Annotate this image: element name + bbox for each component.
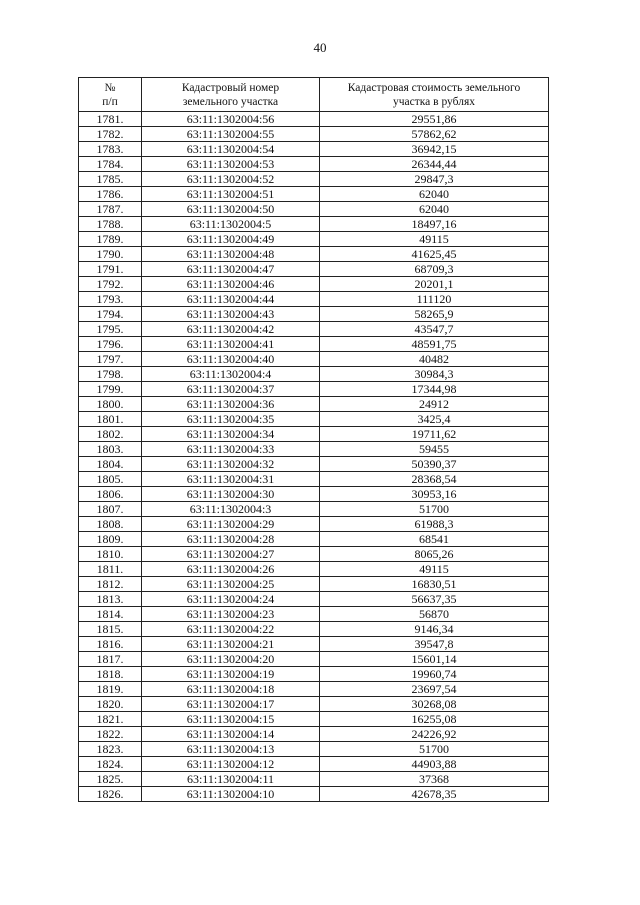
cadastral-value-cell: 20201,1 bbox=[320, 277, 549, 292]
table-row bbox=[79, 682, 549, 697]
cadastral-number-cell: 63:11:1302004:23 bbox=[142, 607, 320, 622]
cadastral-value-cell: 19711,62 bbox=[320, 427, 549, 442]
row-number-cell: 1808. bbox=[79, 517, 142, 532]
table-row bbox=[79, 442, 549, 457]
cadastral-value-cell: 51700 bbox=[320, 502, 549, 517]
cadastral-value-cell: 37368 bbox=[320, 772, 549, 787]
row-number-cell: 1805. bbox=[79, 472, 142, 487]
table-row bbox=[79, 187, 549, 202]
table-row bbox=[79, 667, 549, 682]
cadastral-number-cell: 63:11:1302004:13 bbox=[142, 742, 320, 757]
table-row bbox=[79, 787, 549, 802]
cadastral-number-cell: 63:11:1302004:52 bbox=[142, 172, 320, 187]
row-number-cell: 1800. bbox=[79, 397, 142, 412]
cadastral-number-cell: 63:11:1302004:31 bbox=[142, 472, 320, 487]
table-row bbox=[79, 637, 549, 652]
row-number-cell: 1789. bbox=[79, 232, 142, 247]
table-row bbox=[79, 427, 549, 442]
cadastral-number-cell: 63:11:1302004:22 bbox=[142, 622, 320, 637]
cadastral-value-cell: 50390,37 bbox=[320, 457, 549, 472]
cadastral-value-cell: 30953,16 bbox=[320, 487, 549, 502]
row-number-cell: 1793. bbox=[79, 292, 142, 307]
row-number-cell: 1814. bbox=[79, 607, 142, 622]
row-number-cell: 1791. bbox=[79, 262, 142, 277]
page-number: 40 bbox=[313, 40, 327, 55]
table-row bbox=[79, 112, 549, 127]
row-number-cell: 1809. bbox=[79, 532, 142, 547]
cadastral-number-cell: 63:11:1302004:54 bbox=[142, 142, 320, 157]
cadastral-number-cell: 63:11:1302004:28 bbox=[142, 532, 320, 547]
cadastral-value-cell: 40482 bbox=[320, 352, 549, 367]
table-row bbox=[79, 382, 549, 397]
row-number-cell: 1824. bbox=[79, 757, 142, 772]
cadastral-number-cell: 63:11:1302004:51 bbox=[142, 187, 320, 202]
header-cadastral-number bbox=[142, 78, 320, 112]
row-number-cell: 1781. bbox=[79, 112, 142, 127]
table-row bbox=[79, 172, 549, 187]
table-row bbox=[79, 577, 549, 592]
cadastral-number-cell: 63:11:1302004:56 bbox=[142, 112, 320, 127]
table-row bbox=[79, 592, 549, 607]
cadastral-number-cell: 63:11:1302004:40 bbox=[142, 352, 320, 367]
table-row bbox=[79, 517, 549, 532]
table-row bbox=[79, 412, 549, 427]
cadastral-number-cell: 63:11:1302004:44 bbox=[142, 292, 320, 307]
cadastral-value-cell: 30984,3 bbox=[320, 367, 549, 382]
cadastral-value-cell: 17344,98 bbox=[320, 382, 549, 397]
table-row bbox=[79, 532, 549, 547]
cadastral-number-cell: 63:11:1302004:35 bbox=[142, 412, 320, 427]
cadastral-number-cell: 63:11:1302004:18 bbox=[142, 682, 320, 697]
cadastral-value-cell: 24912 bbox=[320, 397, 549, 412]
cadastral-number-cell: 63:11:1302004:17 bbox=[142, 697, 320, 712]
cadastral-value-cell: 26344,44 bbox=[320, 157, 549, 172]
cadastral-value-cell: 41625,45 bbox=[320, 247, 549, 262]
table-row bbox=[79, 772, 549, 787]
cadastral-number-cell: 63:11:1302004:30 bbox=[142, 487, 320, 502]
row-number-cell: 1812. bbox=[79, 577, 142, 592]
cadastral-value-cell: 36942,15 bbox=[320, 142, 549, 157]
row-number-cell: 1797. bbox=[79, 352, 142, 367]
cadastral-number-cell: 63:11:1302004:37 bbox=[142, 382, 320, 397]
cadastral-number-cell: 63:11:1302004:53 bbox=[142, 157, 320, 172]
cadastral-number-cell: 63:11:1302004:55 bbox=[142, 127, 320, 142]
row-number-cell: 1794. bbox=[79, 307, 142, 322]
header-cadastral-number-line2: земельного участка bbox=[182, 95, 279, 108]
row-number-cell: 1810. bbox=[79, 547, 142, 562]
cadastral-number-cell: 63:11:1302004:41 bbox=[142, 337, 320, 352]
cadastral-value-cell: 51700 bbox=[320, 742, 549, 757]
cadastral-value-cell: 18497,16 bbox=[320, 217, 549, 232]
row-number-cell: 1819. bbox=[79, 682, 142, 697]
row-number-cell: 1822. bbox=[79, 727, 142, 742]
cadastral-number-cell: 63:11:1302004:27 bbox=[142, 547, 320, 562]
cadastral-value-cell: 57862,62 bbox=[320, 127, 549, 142]
row-number-cell: 1783. bbox=[79, 142, 142, 157]
cadastral-value-cell: 59455 bbox=[320, 442, 549, 457]
cadastral-number-cell: 63:11:1302004:21 bbox=[142, 637, 320, 652]
cadastral-value-cell: 15601,14 bbox=[320, 652, 549, 667]
cadastral-value-cell: 3425,4 bbox=[320, 412, 549, 427]
table-row bbox=[79, 397, 549, 412]
cadastral-number-cell: 63:11:1302004:10 bbox=[142, 787, 320, 802]
cadastral-number-cell: 63:11:1302004:33 bbox=[142, 442, 320, 457]
cadastral-number-cell: 63:11:1302004:19 bbox=[142, 667, 320, 682]
row-number-cell: 1803. bbox=[79, 442, 142, 457]
cadastral-number-cell: 63:11:1302004:50 bbox=[142, 202, 320, 217]
cadastral-value-cell: 68541 bbox=[320, 532, 549, 547]
row-number-cell: 1790. bbox=[79, 247, 142, 262]
cadastral-number-cell: 63:11:1302004:48 bbox=[142, 247, 320, 262]
cadastral-number-cell: 63:11:1302004:25 bbox=[142, 577, 320, 592]
cadastral-value-cell: 16830,51 bbox=[320, 577, 549, 592]
cadastral-value-cell: 48591,75 bbox=[320, 337, 549, 352]
row-number-cell: 1813. bbox=[79, 592, 142, 607]
cadastral-value-cell: 39547,8 bbox=[320, 637, 549, 652]
table-row bbox=[79, 217, 549, 232]
table-row bbox=[79, 652, 549, 667]
table-row bbox=[79, 322, 549, 337]
table-row bbox=[79, 472, 549, 487]
table-row bbox=[79, 157, 549, 172]
cadastral-number-cell: 63:11:1302004:47 bbox=[142, 262, 320, 277]
cadastral-number-cell: 63:11:1302004:20 bbox=[142, 652, 320, 667]
header-row-number-line2: п/п bbox=[102, 95, 118, 108]
table-row bbox=[79, 292, 549, 307]
row-number-cell: 1811. bbox=[79, 562, 142, 577]
cadastral-value-cell: 23697,54 bbox=[320, 682, 549, 697]
row-number-cell: 1816. bbox=[79, 637, 142, 652]
header-cadastral-number-line1: Кадастровый номер bbox=[181, 81, 280, 94]
cadastral-number-cell: 63:11:1302004:46 bbox=[142, 277, 320, 292]
cadastral-value-cell: 111120 bbox=[320, 292, 549, 307]
cadastral-number-cell: 63:11:1302004:34 bbox=[142, 427, 320, 442]
table-header bbox=[79, 78, 549, 112]
table-row bbox=[79, 307, 549, 322]
row-number-cell: 1801. bbox=[79, 412, 142, 427]
row-number-cell: 1820. bbox=[79, 697, 142, 712]
table-row bbox=[79, 142, 549, 157]
table-row bbox=[79, 622, 549, 637]
row-number-cell: 1804. bbox=[79, 457, 142, 472]
row-number-cell: 1826. bbox=[79, 787, 142, 802]
cadastral-value-cell: 42678,35 bbox=[320, 787, 549, 802]
cadastral-number-cell: 63:11:1302004:49 bbox=[142, 232, 320, 247]
row-number-cell: 1806. bbox=[79, 487, 142, 502]
cadastral-value-cell: 49115 bbox=[320, 232, 549, 247]
cadastral-number-cell: 63:11:1302004:14 bbox=[142, 727, 320, 742]
table-row bbox=[79, 697, 549, 712]
table-row bbox=[79, 757, 549, 772]
header-cadastral-value bbox=[320, 78, 549, 112]
row-number-cell: 1821. bbox=[79, 712, 142, 727]
cadastral-number-cell: 63:11:1302004:36 bbox=[142, 397, 320, 412]
cadastral-value-cell: 30268,08 bbox=[320, 697, 549, 712]
cadastral-value-cell: 56637,35 bbox=[320, 592, 549, 607]
table-row bbox=[79, 607, 549, 622]
row-number-cell: 1818. bbox=[79, 667, 142, 682]
row-number-cell: 1795. bbox=[79, 322, 142, 337]
row-number-cell: 1825. bbox=[79, 772, 142, 787]
cadastral-value-cell: 29551,86 bbox=[320, 112, 549, 127]
table-row bbox=[79, 277, 549, 292]
row-number-cell: 1786. bbox=[79, 187, 142, 202]
row-number-cell: 1817. bbox=[79, 652, 142, 667]
cadastral-value-cell: 68709,3 bbox=[320, 262, 549, 277]
cadastral-value-cell: 9146,34 bbox=[320, 622, 549, 637]
table-row bbox=[79, 232, 549, 247]
row-number-cell: 1807. bbox=[79, 502, 142, 517]
cadastral-value-cell: 29847,3 bbox=[320, 172, 549, 187]
cadastral-value-cell: 44903,88 bbox=[320, 757, 549, 772]
cadastral-number-cell: 63:11:1302004:5 bbox=[142, 217, 320, 232]
cadastral-value-cell: 58265,9 bbox=[320, 307, 549, 322]
cadastral-number-cell: 63:11:1302004:4 bbox=[142, 367, 320, 382]
row-number-cell: 1796. bbox=[79, 337, 142, 352]
cadastral-number-cell: 63:11:1302004:15 bbox=[142, 712, 320, 727]
table-row bbox=[79, 742, 549, 757]
row-number-cell: 1799. bbox=[79, 382, 142, 397]
table-row bbox=[79, 262, 549, 277]
header-cadastral-value-line2: участка в рублях bbox=[392, 95, 475, 108]
table-row bbox=[79, 337, 549, 352]
cadastral-value-cell: 49115 bbox=[320, 562, 549, 577]
cadastral-value-cell: 28368,54 bbox=[320, 472, 549, 487]
cadastral-value-cell: 8065,26 bbox=[320, 547, 549, 562]
cadastral-value-cell: 56870 bbox=[320, 607, 549, 622]
table-row bbox=[79, 547, 549, 562]
table-row bbox=[79, 457, 549, 472]
row-number-cell: 1792. bbox=[79, 277, 142, 292]
table-row bbox=[79, 367, 549, 382]
table-row bbox=[79, 487, 549, 502]
cadastral-number-cell: 63:11:1302004:3 bbox=[142, 502, 320, 517]
header-row-number bbox=[79, 78, 142, 112]
cadastral-number-cell: 63:11:1302004:26 bbox=[142, 562, 320, 577]
cadastral-value-cell: 62040 bbox=[320, 187, 549, 202]
table-row bbox=[79, 247, 549, 262]
row-number-cell: 1802. bbox=[79, 427, 142, 442]
cadastral-value-cell: 16255,08 bbox=[320, 712, 549, 727]
header-row-number-line1: № bbox=[104, 81, 116, 94]
table-row bbox=[79, 502, 549, 517]
row-number-cell: 1787. bbox=[79, 202, 142, 217]
cadastral-value-table bbox=[78, 77, 549, 802]
cadastral-value-cell: 43547,7 bbox=[320, 322, 549, 337]
cadastral-value-cell: 62040 bbox=[320, 202, 549, 217]
cadastral-number-cell: 63:11:1302004:29 bbox=[142, 517, 320, 532]
cadastral-number-cell: 63:11:1302004:43 bbox=[142, 307, 320, 322]
cadastral-number-cell: 63:11:1302004:24 bbox=[142, 592, 320, 607]
header-cadastral-value-line1: Кадастровая стоимость земельного bbox=[347, 81, 521, 94]
table-row bbox=[79, 352, 549, 367]
cadastral-number-cell: 63:11:1302004:42 bbox=[142, 322, 320, 337]
table-row bbox=[79, 727, 549, 742]
cadastral-value-cell: 24226,92 bbox=[320, 727, 549, 742]
table-row bbox=[79, 562, 549, 577]
row-number-cell: 1815. bbox=[79, 622, 142, 637]
row-number-cell: 1823. bbox=[79, 742, 142, 757]
cadastral-number-cell: 63:11:1302004:11 bbox=[142, 772, 320, 787]
cadastral-number-cell: 63:11:1302004:12 bbox=[142, 757, 320, 772]
header-row bbox=[79, 78, 549, 112]
table-row bbox=[79, 202, 549, 217]
row-number-cell: 1782. bbox=[79, 127, 142, 142]
row-number-cell: 1798. bbox=[79, 367, 142, 382]
row-number-cell: 1785. bbox=[79, 172, 142, 187]
table-row bbox=[79, 127, 549, 142]
table-body bbox=[79, 112, 549, 802]
cadastral-number-cell: 63:11:1302004:32 bbox=[142, 457, 320, 472]
row-number-cell: 1788. bbox=[79, 217, 142, 232]
row-number-cell: 1784. bbox=[79, 157, 142, 172]
table-row bbox=[79, 712, 549, 727]
cadastral-value-cell: 61988,3 bbox=[320, 517, 549, 532]
cadastral-value-cell: 19960,74 bbox=[320, 667, 549, 682]
